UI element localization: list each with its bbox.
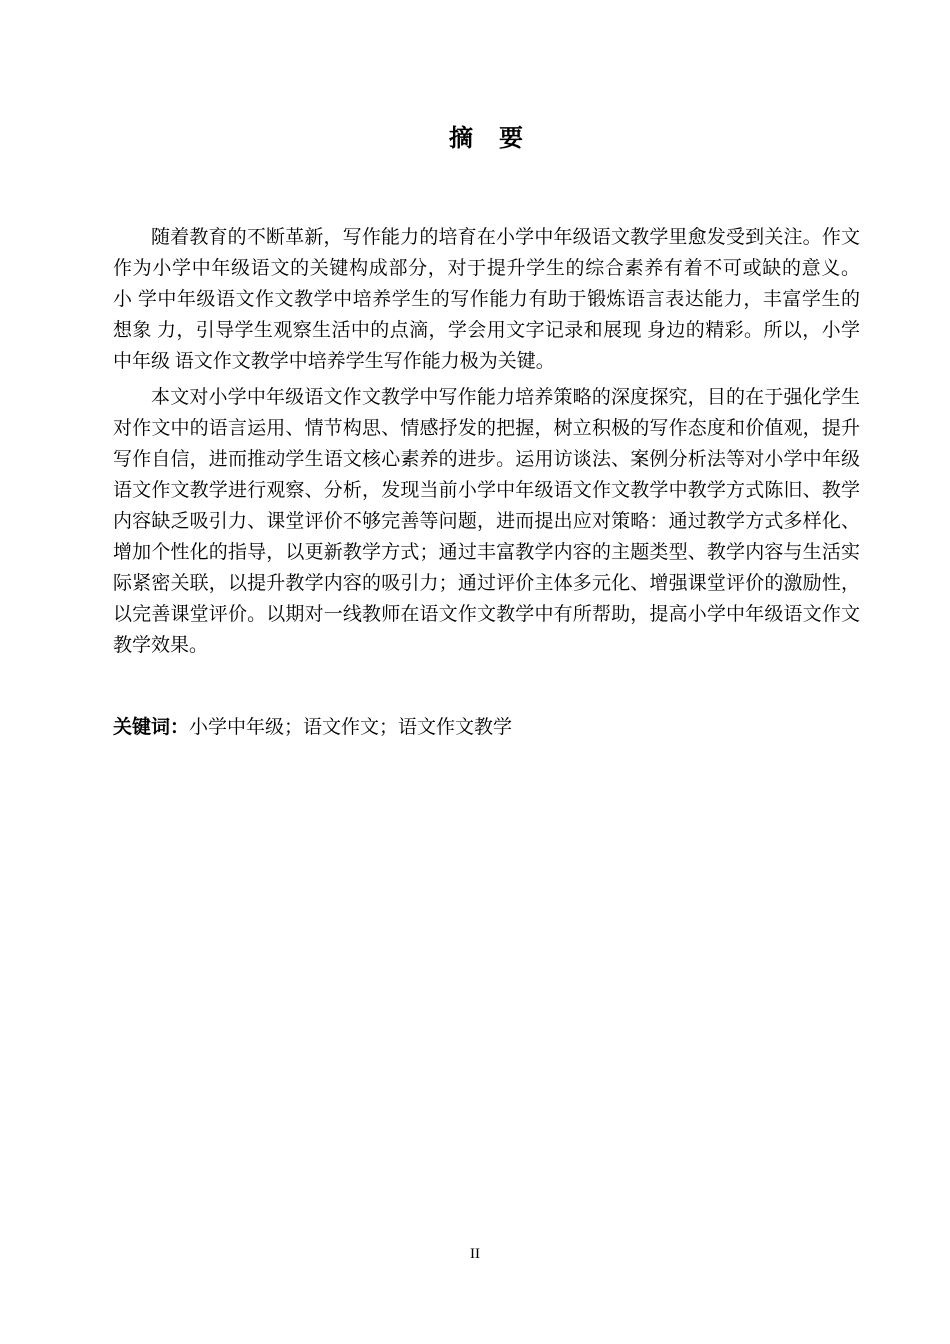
page-number: II bbox=[470, 1246, 480, 1262]
abstract-paragraph-2 bbox=[113, 382, 860, 661]
paragraph-line: 随着教育的不断革新，写作能力的培育在小学中年级语文教学里愈发受到关注。作文 bbox=[151, 227, 860, 248]
keywords-label: 关键词： bbox=[113, 717, 190, 738]
paragraph-line: 增加个性化的指导，以更新教学方式；通过丰富教学内容的主题类型、教学内容与生活实 bbox=[113, 542, 860, 563]
abstract-paragraph-1 bbox=[113, 222, 860, 377]
keywords-line bbox=[113, 712, 860, 743]
paragraph-line: 语文作文教学进行观察、分析，发现当前小学中年级语文作文教学中教学方式陈旧、教学 bbox=[113, 480, 860, 501]
paragraph-line: 作为小学中年级语文的关键构成部分，对于提升学生的综合素养有着不可或缺的意义。 bbox=[113, 258, 860, 279]
paragraph-line: 想象 力，引导学生观察生活中的点滴，学会用文字记录和展现 身边的精彩。所以，小学 bbox=[113, 320, 860, 341]
paragraph-line: 中年级 语文作文教学中培养学生写作能力极为关键。 bbox=[113, 351, 555, 372]
paragraph-line: 本文对小学中年级语文作文教学中写作能力培养策略的深度探究，目的在于强化学生 bbox=[151, 387, 860, 408]
paragraph-line: 以完善课堂评价。以期对一线教师在语文作文教学中有所帮助，提高小学中年级语文作文 bbox=[113, 604, 860, 625]
paragraph-line: 写作自信，进而推动学生语文核心素养的进步。运用访谈法、案例分析法等对小学中年级 bbox=[113, 449, 860, 470]
paragraph-line: 际紧密关联，以提升教学内容的吸引力；通过评价主体多元化、增强课堂评价的激励性， bbox=[113, 573, 860, 594]
abstract-title: 摘 要 bbox=[449, 126, 524, 152]
paragraph-line: 内容缺乏吸引力、课堂评价不够完善等问题，进而提出应对策略：通过教学方式多样化、 bbox=[113, 511, 860, 532]
keywords-text: 小学中年级；语文作文；语文作文教学 bbox=[189, 717, 513, 738]
paragraph-line: 对作文中的语言运用、情节构思、情感抒发的把握，树立积极的写作态度和价值观，提升 bbox=[113, 418, 860, 439]
document-content bbox=[0, 124, 950, 743]
paragraph-line: 教学效果。 bbox=[113, 635, 209, 656]
paragraph-line: 小 学中年级语文作文教学中培养学生的写作能力有助于锻炼语言表达能力，丰富学生的 bbox=[113, 289, 860, 310]
